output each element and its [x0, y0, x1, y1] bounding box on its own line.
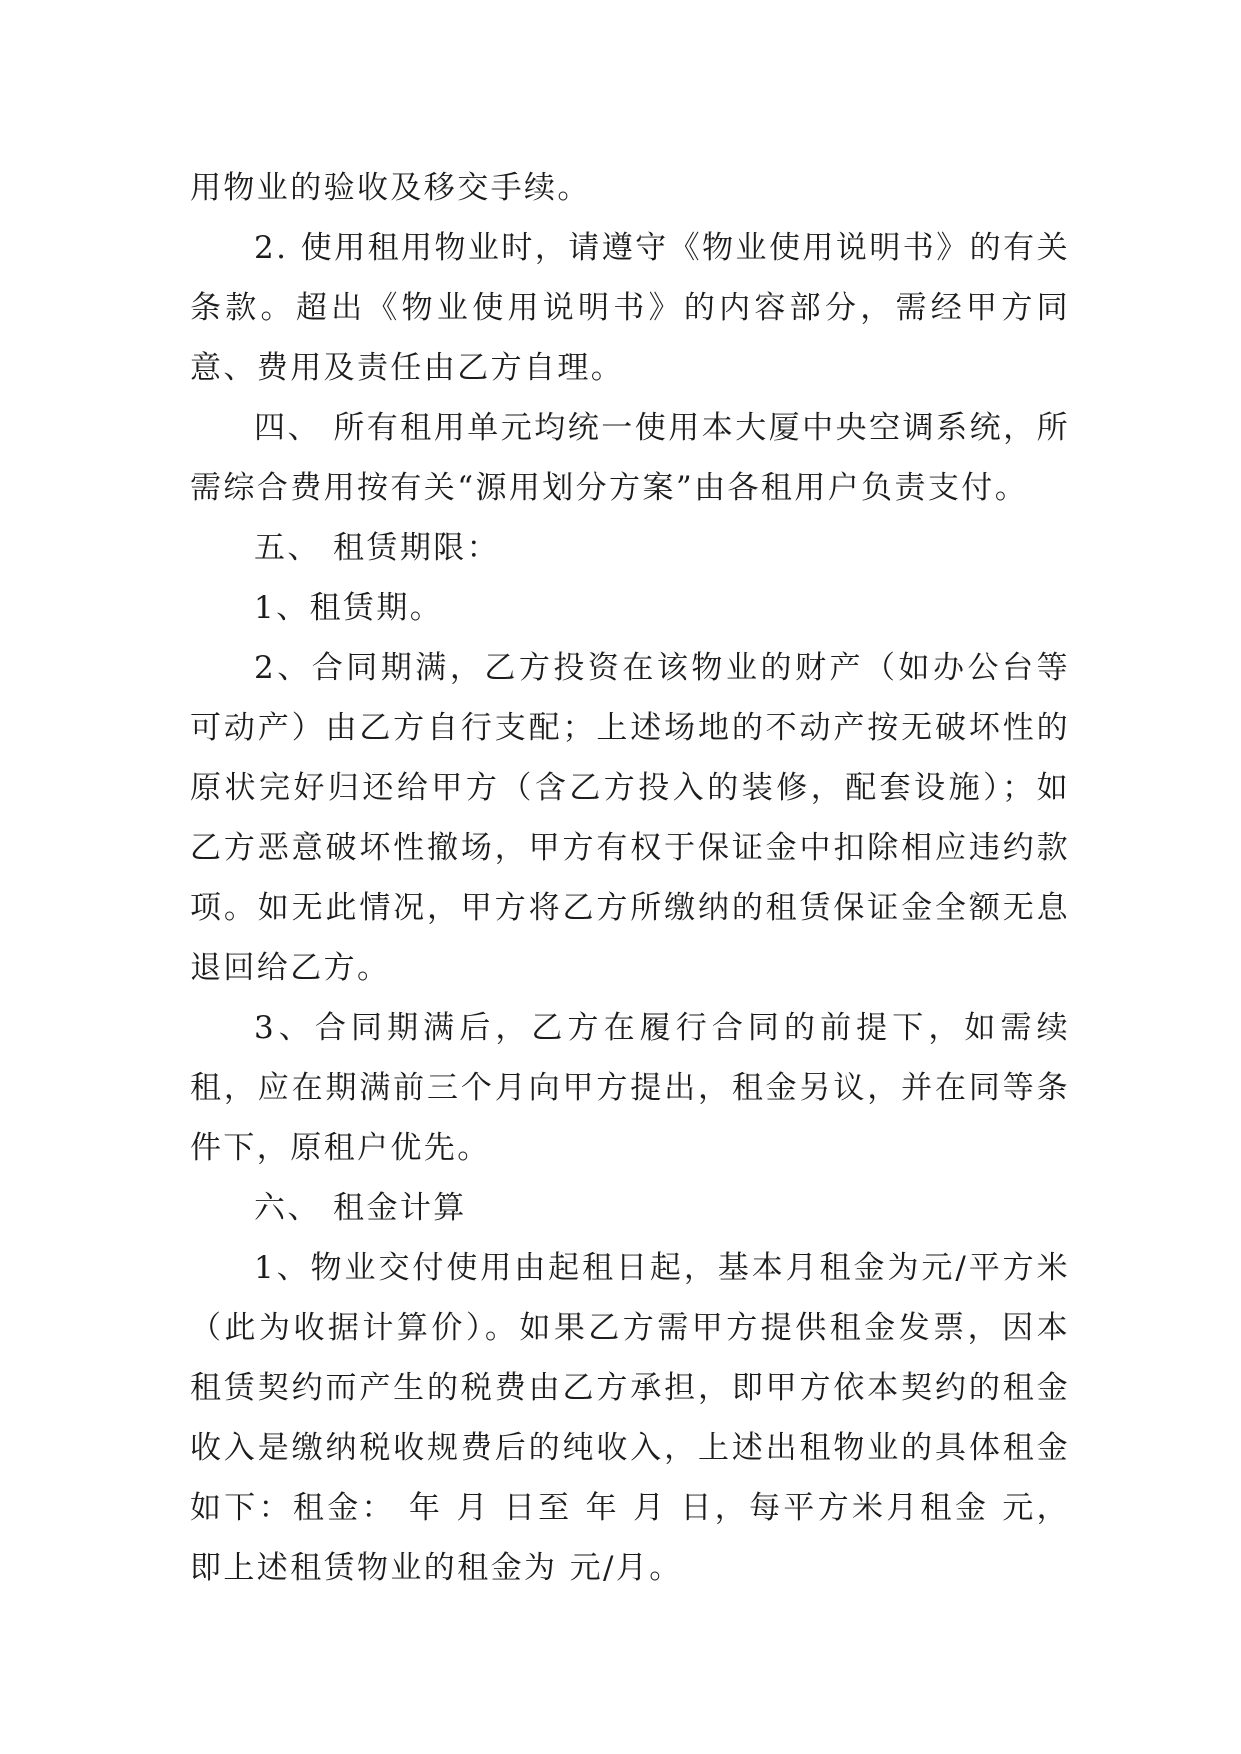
paragraph-clause-2-expiry: 2、合同期满，乙方投资在该物业的财产（如办公台等可动产）由乙方自行支配；上述场地的不动产按无破坏性的原状完好归还给甲方（含乙方投入的装修，配套设施）；如乙方恶意破坏性撤场，甲方有权于保证金中扣除相应违约款项。如无此情况，甲方将乙方所缴纳的租赁保证金全额无息退回给乙方。 — [190, 650, 1070, 986]
paragraph-clause-3-renewal: 3、合同期满后，乙方在履行合同的前提下，如需续租，应在期满前三个月向甲方提出，租金另议，并在同等条件下，原租户优先。 — [190, 1010, 1070, 1166]
document-body — [190, 158, 1070, 1598]
paragraph-handover: 用物业的验收及移交手续。 — [190, 170, 591, 206]
paragraph-section-4-aircon: 四、 所有租用单元均统一使用本大厦中央空调系统，所需综合费用按有关“源用划分方案”由各租用户负责支付。 — [190, 410, 1070, 506]
paragraph-clause-2-usage: 2. 使用租用物业时，请遵守《物业使用说明书》的有关条款。超出《物业使用说明书》的内容部分，需经甲方同意、费用及责任由乙方自理。 — [190, 230, 1070, 386]
paragraph-clause-1-rent-calc: 1、物业交付使用由起租日起，基本月租金为元/平方米（此为收据计算价）。如果乙方需甲方提供租金发票，因本租赁契约而产生的税费由乙方承担，即甲方依本契约的租金收入是缴纳税收规费后的纯收入，上述出租物业的具体租金如下：租金： 年 月 日至 年 月 日，每平方米月租金 元，即上述租赁物业的租金为 元/月。 — [190, 1250, 1070, 1586]
paragraph-clause-1-lease-period: 1、租赁期。 — [254, 590, 444, 626]
heading-section-6-rent: 六、 租金计算 — [254, 1190, 467, 1226]
heading-section-5-lease-term: 五、 租赁期限： — [254, 530, 501, 566]
